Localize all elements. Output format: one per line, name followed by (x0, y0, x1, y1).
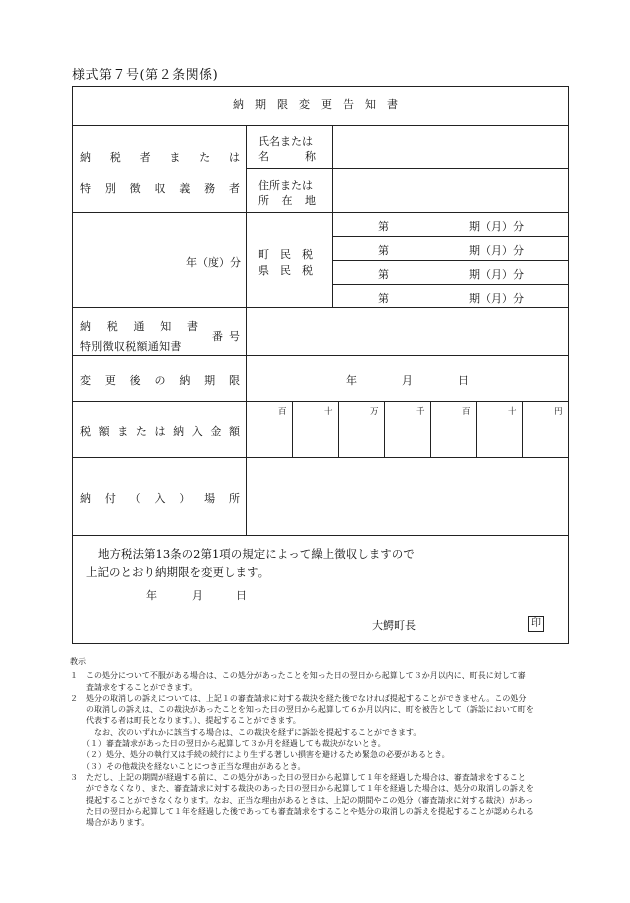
amount-label: 税 額 ま た は 納 入 金 額 (80, 425, 240, 438)
note-line: ができなくなり、また、審査請求に対する裁決のあった日の翌日から起算して１年を経過した場合は、処分の取消しの訴えを (70, 784, 534, 794)
payment-place-label: 納 付 （ 入 ） 場 所 (80, 492, 240, 505)
period-prefix-2: 第 (378, 244, 389, 257)
taxpayer-label-line1: 納 税 者 ま た は (80, 151, 240, 164)
deadline-year: 年 (346, 374, 357, 387)
notice-label-line2: 特別徴収税額通知書 (80, 340, 182, 353)
prefecture-tax-label: 県 民 税 (258, 264, 313, 277)
note-line: た日の翌日から起算して１年を経過した後であっても審査請求をすることや処分の取消しの訴えを提起することが認められる (70, 806, 534, 816)
unit-ten: 十 (508, 407, 517, 417)
note-line: （１）審査請求があった日の翌日から起算して３か月を経過しても裁決がないとき。 (70, 739, 386, 749)
period-suffix-3: 期（月）分 (469, 268, 524, 281)
note-line: 査請求をすることができます。 (70, 682, 198, 692)
note-line: ３ ただし、上記の期間が経過する前に、この処分があった日の翌日から起算して１年を経過した場合は、審査請求をすること (70, 772, 526, 782)
taxpayer-label-line2: 特 別 徴 収 義 務 者 (80, 182, 240, 195)
name-label-line2: 名 称 (258, 150, 316, 163)
address-label: 住所または (258, 179, 313, 192)
name-label: 氏名または (258, 135, 313, 148)
note-line: 代表する者は町長となります。）、提起することができます。 (70, 716, 301, 726)
town-tax-label: 町 民 税 (258, 248, 313, 261)
name-field[interactable] (334, 127, 566, 167)
issue-day: 日 (236, 589, 247, 602)
note-line: （３）その他裁決を経ないことにつき正当な理由があるとき。 (70, 761, 306, 771)
period-prefix-4: 第 (378, 292, 389, 305)
note-line: 場合があります。 (70, 818, 150, 828)
period-prefix-1: 第 (378, 220, 389, 233)
unit-thousand: 千 (416, 407, 425, 417)
unit-yen: 円 (554, 407, 563, 417)
address-field[interactable] (334, 170, 566, 211)
note-line: ２ 処分の取消しの訴えについては、上記１の審査請求に対する裁決を経た後でなければ提起することができません。この処分 (70, 693, 527, 703)
instructions-heading: 教示 (70, 657, 86, 666)
notice-label-line1: 納 税 通 知 書 (80, 320, 198, 333)
notice-number-field[interactable] (248, 309, 566, 354)
note-line: 提起することができなくなります。なお、正当な理由があるときは、上記の期間やこの処分（審査請求に対する裁決）があっ (70, 795, 534, 805)
unit-hundred: 百 (462, 407, 471, 417)
period-suffix-2: 期（月）分 (469, 244, 524, 257)
note-line: （２）処分、処分の執行又は手続の続行により生ずる著しい損害を避けるため緊急の必要があるとき。 (70, 750, 450, 760)
form-number: 様式第７号(第２条関係) (72, 68, 219, 83)
deadline-day: 日 (458, 374, 469, 387)
seal-mark: 印 (528, 616, 544, 632)
deadline-month: 月 (402, 374, 413, 387)
period-suffix-4: 期（月）分 (469, 292, 524, 305)
unit-hundred-million: 百 (278, 407, 287, 417)
issuer: 大鰐町長 (372, 619, 416, 632)
issue-year: 年 (146, 589, 157, 602)
unit-ten-million: 十 (324, 407, 333, 417)
issue-month: 月 (192, 589, 203, 602)
statement-line1: 地方税法第13条の2第1項の規定によって繰上徴収しますので (98, 547, 415, 561)
period-suffix-1: 期（月）分 (469, 220, 524, 233)
year-label: 年（度）分 (186, 256, 241, 269)
instructions (70, 656, 574, 828)
changed-deadline-label: 変 更 後 の 納 期 限 (80, 374, 240, 387)
statement-line2: 上記のとおり納期限を変更します。 (86, 565, 270, 579)
payment-place-field[interactable] (248, 459, 566, 534)
address-label-line2: 所 在 地 (258, 194, 316, 207)
period-prefix-3: 第 (378, 268, 389, 281)
note-line: の取消しの訴えは、この裁決があったことを知った日の翌日から起算して６か月以内に、町を被告として（訴訟において町を (70, 705, 534, 715)
unit-ten-thousand: 万 (370, 407, 379, 417)
number-label: 番 号 (212, 330, 240, 343)
note-line: なお、次のいずれかに該当する場合は、この裁決を経ずに訴訟を提起することができます。 (70, 727, 422, 737)
note-line: １ この処分について不服がある場合は、この処分があったことを知った日の翌日から起算して３か月以内に、町長に対して審 (70, 671, 526, 681)
form-title: 納期限変更告知書 (233, 98, 409, 111)
